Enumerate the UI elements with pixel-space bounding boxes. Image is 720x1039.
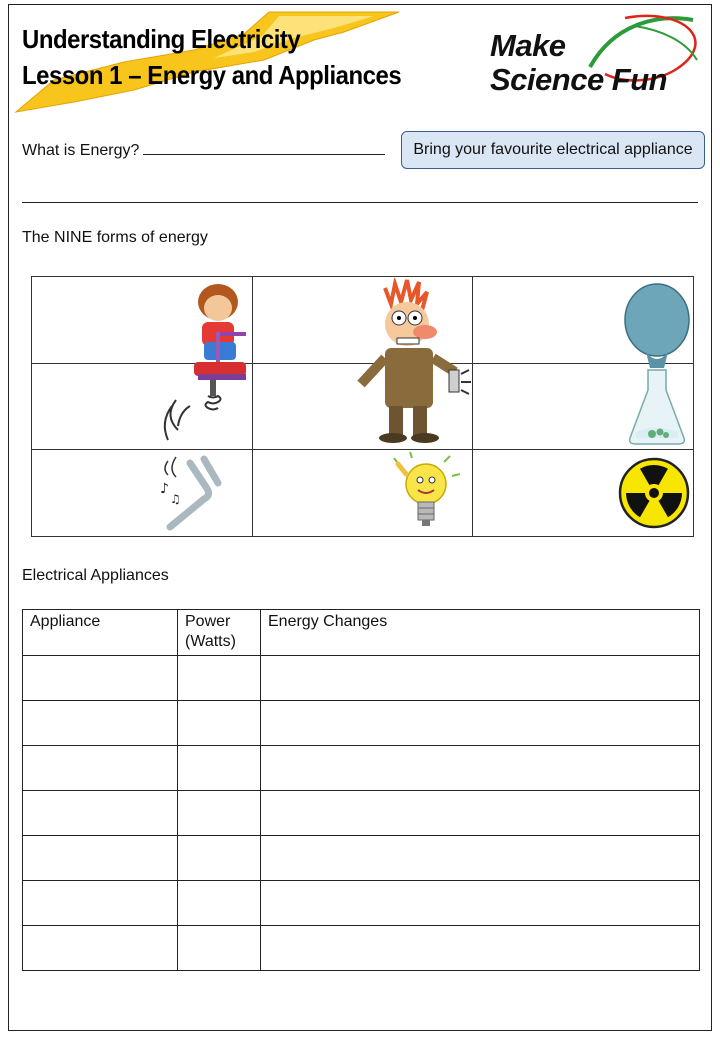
appliance-cell[interactable]: [23, 656, 178, 701]
question-label: What is Energy?: [22, 142, 140, 159]
appliance-cell[interactable]: [23, 881, 178, 926]
appliances-table: [22, 609, 700, 971]
lesson-subtitle: Lesson 1 – Energy and Appliances: [22, 60, 402, 90]
table-row: [23, 881, 700, 926]
balloon-flask-icon: [622, 282, 692, 448]
power-cell[interactable]: [178, 746, 261, 791]
radiation-symbol-icon: [618, 457, 690, 529]
energy-changes-cell[interactable]: [261, 926, 700, 971]
energy-changes-cell[interactable]: [261, 746, 700, 791]
logo-text-make: Make: [490, 28, 566, 63]
logo-text-science-fun: Science Fun: [490, 62, 668, 97]
pogo-stick-boy-icon: [158, 280, 250, 448]
what-is-energy-question: [22, 140, 385, 160]
appliances-heading: Electrical Appliances: [22, 567, 169, 584]
table-header-row: [23, 610, 700, 656]
table-row: [23, 836, 700, 881]
power-cell[interactable]: [178, 836, 261, 881]
light-bulb-icon: [390, 452, 460, 532]
answer-full-line[interactable]: [22, 202, 698, 203]
table-row: [23, 701, 700, 746]
energy-changes-cell[interactable]: [261, 791, 700, 836]
answer-blank-line[interactable]: [143, 140, 385, 155]
energy-forms-heading: The NINE forms of energy: [22, 229, 208, 246]
table-row: [23, 926, 700, 971]
energy-changes-cell[interactable]: [261, 656, 700, 701]
power-cell[interactable]: [178, 656, 261, 701]
electrocuted-man-icon: [345, 278, 475, 448]
column-header-energy-changes: Energy Changes: [261, 610, 700, 656]
appliance-cell[interactable]: [23, 791, 178, 836]
table-row: [23, 656, 700, 701]
svg-text:♪: ♪: [160, 481, 169, 497]
appliance-cell[interactable]: [23, 836, 178, 881]
power-cell[interactable]: [178, 701, 261, 746]
power-header-line2: (Watts): [185, 633, 236, 650]
tuning-fork-icon: [160, 455, 222, 531]
appliance-cell[interactable]: [23, 926, 178, 971]
power-header-line1: Power: [185, 613, 231, 630]
energy-changes-cell[interactable]: [261, 836, 700, 881]
appliance-cell[interactable]: [23, 701, 178, 746]
column-header-power: [178, 610, 261, 656]
column-header-appliance: Appliance: [23, 610, 178, 656]
energy-changes-cell[interactable]: [261, 701, 700, 746]
appliance-cell[interactable]: [23, 746, 178, 791]
table-row: [23, 746, 700, 791]
power-cell[interactable]: [178, 881, 261, 926]
power-cell[interactable]: [178, 791, 261, 836]
lesson-title: Understanding Electricity: [22, 24, 301, 54]
reminder-note: [401, 131, 705, 169]
reminder-text: Bring your favourite electrical appliance: [413, 141, 693, 158]
svg-text:♫: ♫: [170, 492, 181, 506]
power-cell[interactable]: [178, 926, 261, 971]
table-row: [23, 791, 700, 836]
energy-changes-cell[interactable]: [261, 881, 700, 926]
